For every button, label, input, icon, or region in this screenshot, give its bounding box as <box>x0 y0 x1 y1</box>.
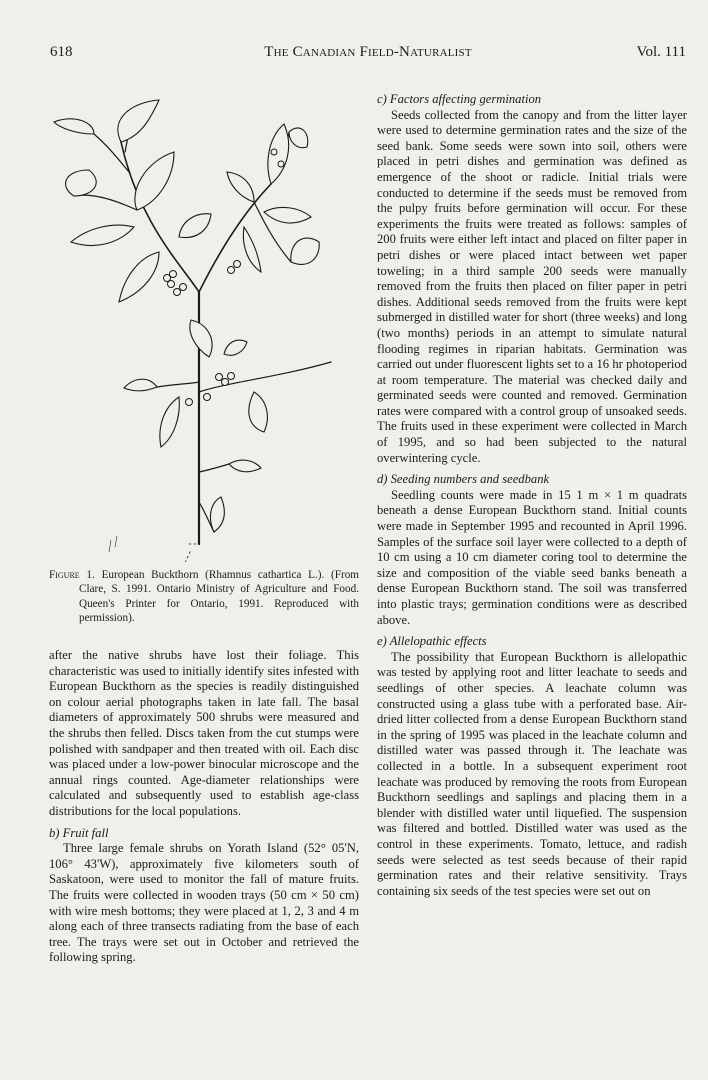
volume-label: Vol. 111 <box>636 44 686 60</box>
left-column <box>49 648 359 966</box>
running-header <box>50 44 686 66</box>
paragraph-germination: Seeds collected from the canopy and from the litter layer were used to determine germination rates and the size of the seed bank. Some seeds were sown into soil, others were placed in petri dishes and germination was defined as emergence of the shoot or radicle. Initial trials were conducted to determine if the seeds must be removed from the pulpy fruits before germination will occur. For these experiments the fruits were treated as follows: samples of 200 fruits were either left intact and placed on filter paper in petri dishes or were placed intact between wet paper toweling; in a third sample 200 seeds were manually removed from the fruits then placed on filter paper in petri dishes. Additional seeds removed from the fruits were kept submerged in distilled water for short (three weeks) and long (two months) periods in an attempt to simulate natural flooding regimes in riparian habitats. Germination was carried out under fluorescent lights set to a 16 hr photoperiod at room temperature. The material was checked daily and germinated seeds were counted and removed. Germination rates were compared with a control group of unsoaked seeds. The fruits used in these experiment were collected in March of 1995, and so had been subjected to the natural overwintering cycle. <box>377 107 687 465</box>
paragraph-fruit-fall: Three large female shrubs on Yorath Island (52° 05'N, 106° 43'W), approximately five kilometers south of Saskatoon, were used to monitor the fall of mature fruits. The fruits were collected in wooden trays (50 cm × 50 cm) with wire mesh bottoms; they were placed at 1, 2, 3 and 4 m along each of three transects radiating from the base of each tree. The trays were set out in October and retrieved the following spring. <box>49 841 359 965</box>
right-column <box>377 92 687 899</box>
heading-germination: c) Factors affecting germination <box>377 92 542 106</box>
paragraph-continuation: after the native shrubs have lost their foliage. This characteristic was used to initially identify sites infested with European Buckthorn as the species is readily distinguished on colour aerial photographs taken in late fall. The basal diameters of approximately 500 shrubs were measured and the shrubs then felled. Discs taken from the cut stumps were polished with sandpaper and then treated with oil. Each disc was placed under a low-power binocular microscope and the annual rings counted. Age-diameter relationships were calculated and subsequently used to establish age-class distributions for the local populations. <box>49 648 359 818</box>
buckthorn-illustration <box>49 92 359 562</box>
figure-caption-text: European Buckthorn (Rhamnus cathartica L.). (From Clare, S. 1991. Ontario Ministry of Agriculture and Food. Queen's Printer for Ontario, 1991. Reproduced with permission). <box>79 569 359 625</box>
journal-title: The Canadian Field-Naturalist <box>264 44 472 60</box>
figure-caption <box>49 568 359 626</box>
paragraph-seedbank: Seedling counts were made in 15 1 m × 1 m quadrats beneath a dense European Buckthorn stand. Initial counts were made in September 1995 and recounted in April 1996. Samples of the surface soil layer were collected to a depth of 10 cm using a 10 cm diameter coring tool to determine the size and composition of the viable seed banks beneath a dense European Buckthorn stand. The soil was transferred into plastic trays; germination conditions were as described above. <box>377 487 687 627</box>
paragraph-allelopathic: The possibility that European Buckthorn is allelopathic was tested by applying root and litter leachate to seeds and seedlings of other species. A leachate column was constructed using a glass tube with a perforated base. Air-dried litter collected from a dense European Buckthorn stand in the spring of 1995 was placed in the leachate column and distilled water was passed through it. The leachate was collected in a bottle. In a subsequent experiment root leachate was produced by removing the roots from European Buckthorn seedlings and saplings and placing them in a blender with distilled water until liquefied. The suspension was filtered and bottled. Distilled water was used as the control in these experiments. Tomato, lettuce, and radish seeds were selected as test seeds because of their rapid germination rates and their relative sensitivity. Trays containing six seeds of the test species were set out on <box>377 649 687 898</box>
heading-seedbank: d) Seeding numbers and seedbank <box>377 472 550 487</box>
heading-allelopathic: e) Allelopathic effects <box>377 634 487 649</box>
figure-caption-label: Figure 1. <box>49 569 95 581</box>
page-number: 618 <box>50 44 73 60</box>
heading-fruit-fall: b) Fruit fall <box>49 825 109 840</box>
